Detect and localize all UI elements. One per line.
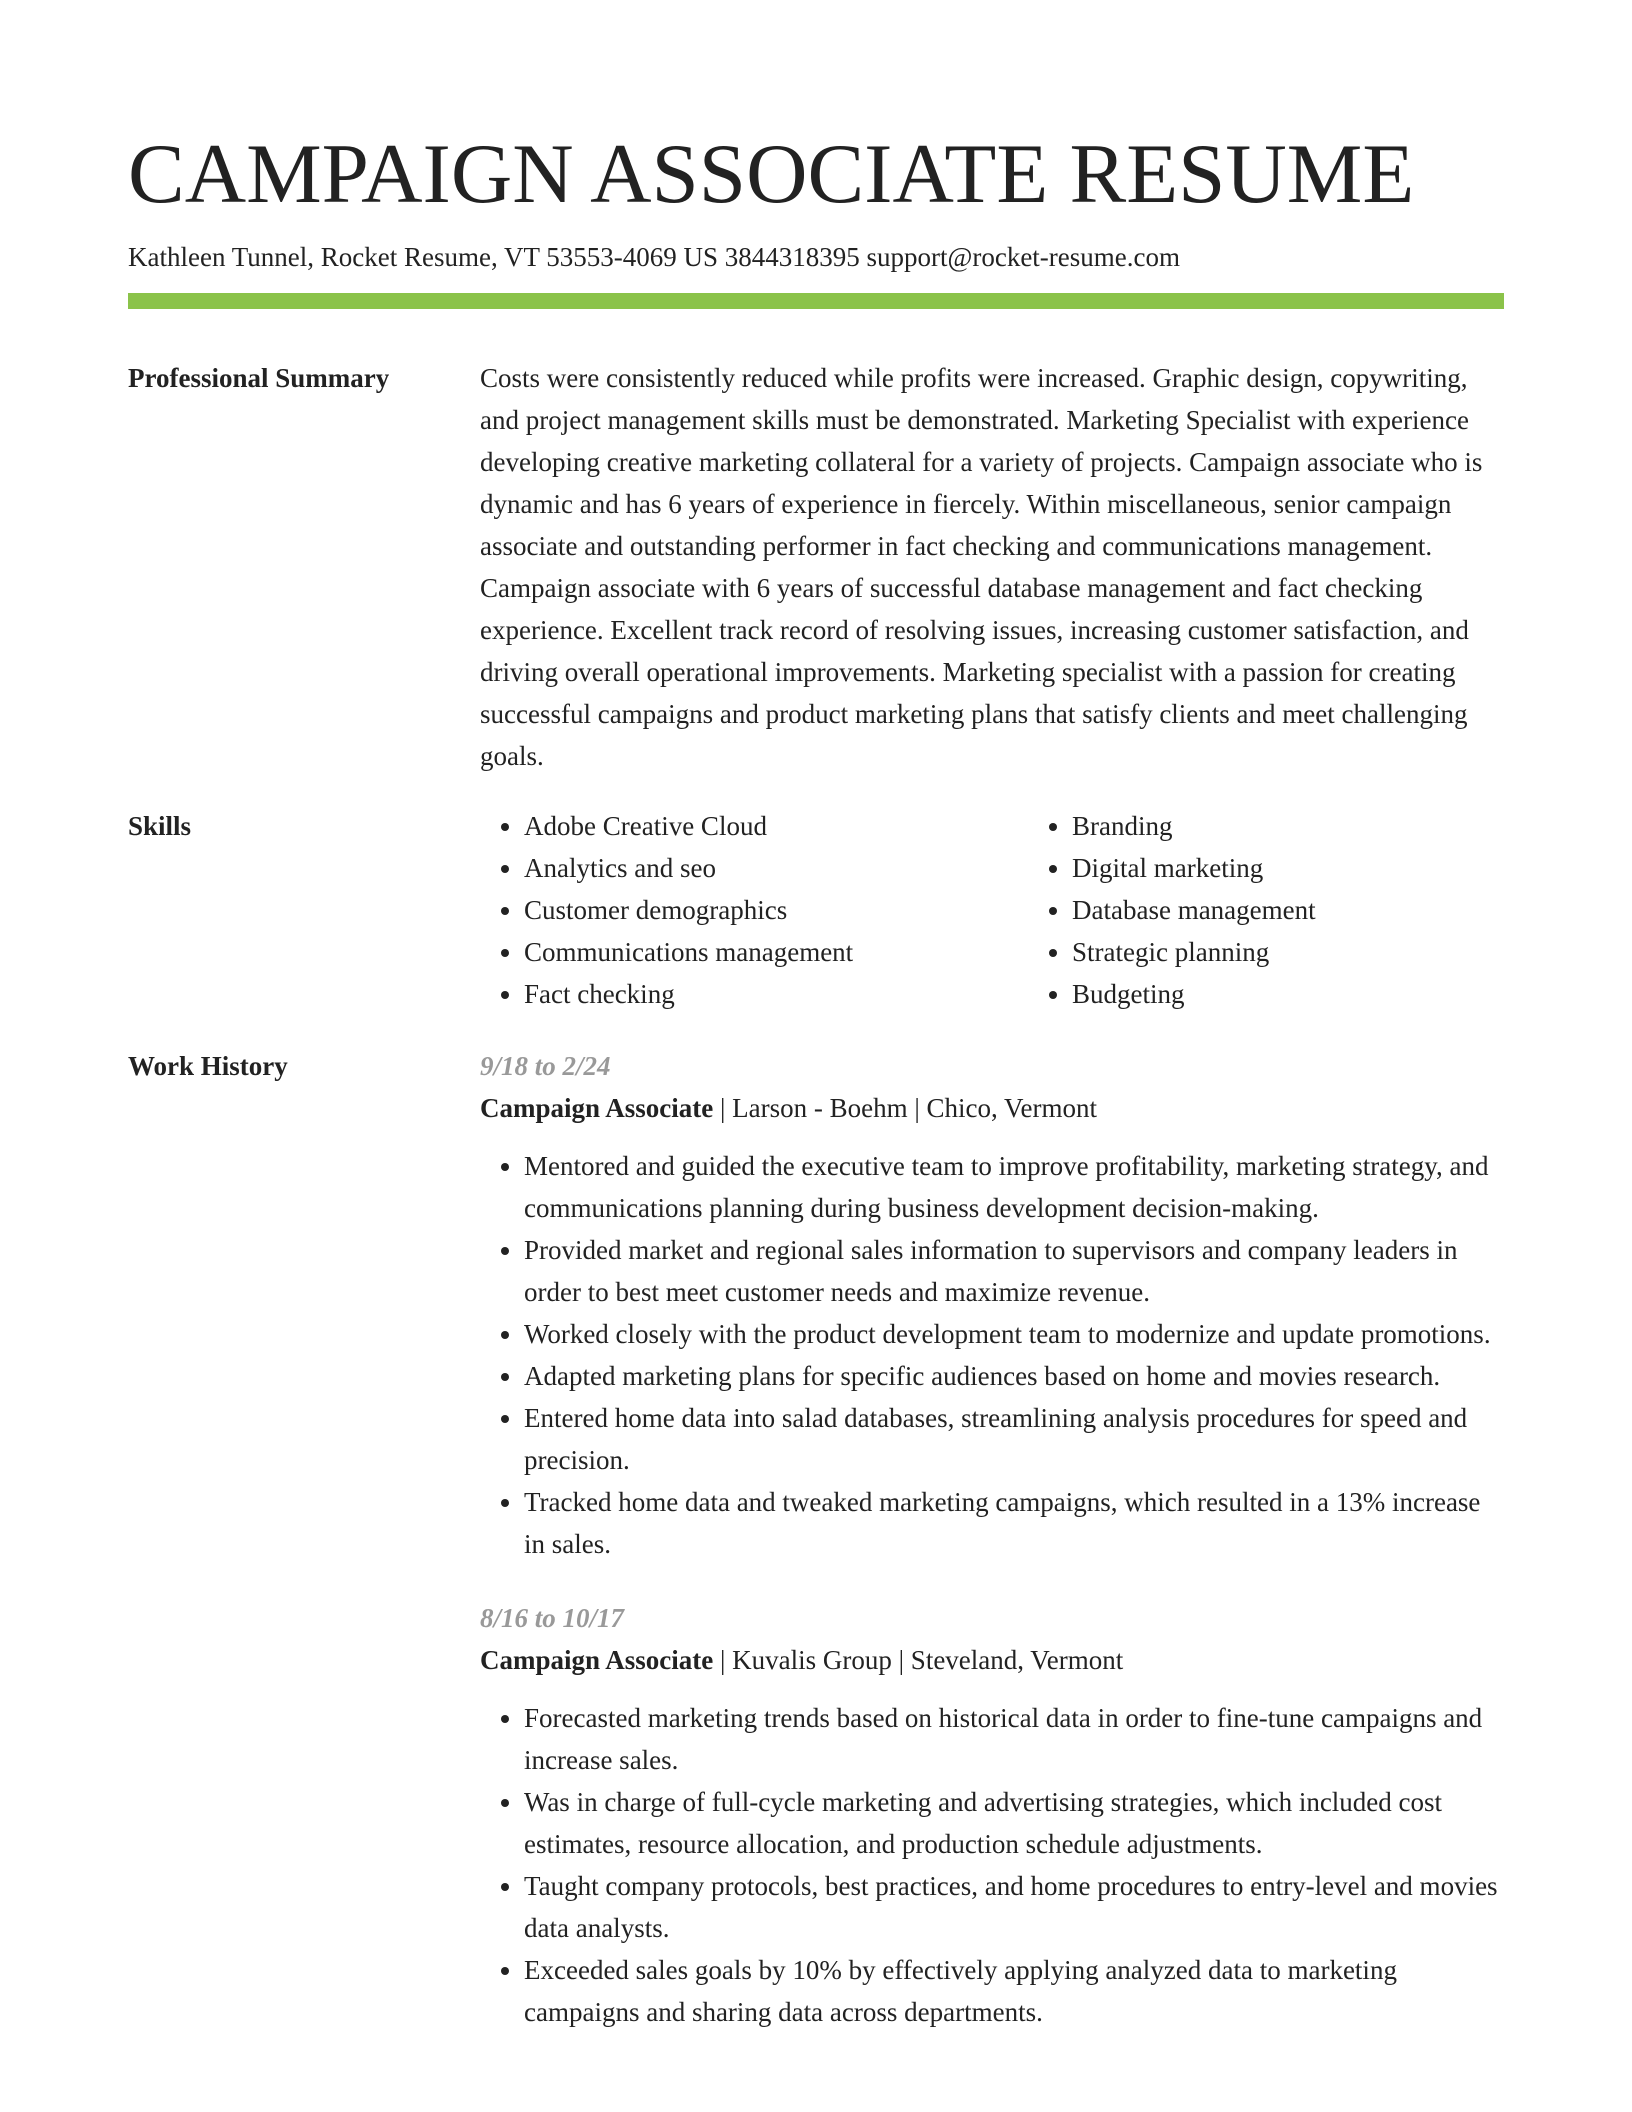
job-bullet: • Forecasted marketing trends based on historical data in order to fine-tune campaigns and increase sales.: [524, 1697, 1504, 1781]
skill-item: • Digital marketing: [1072, 847, 1576, 889]
job-title: Campaign Associate: [480, 1645, 714, 1675]
skill-item: • Communications management: [524, 931, 1028, 973]
job-bullet-list: [480, 1145, 1504, 1565]
work-history-section: [128, 1045, 1504, 2033]
skills-list-right: [1028, 805, 1576, 1015]
skill-item: • Adobe Creative Cloud: [524, 805, 1028, 847]
job-details: | Kuvalis Group | Steveland, Vermont: [713, 1645, 1124, 1675]
job-title: Campaign Associate: [480, 1093, 714, 1123]
job-bullet: • Mentored and guided the executive team to improve profitability, marketing strategy, and communications planning during business development decision-making.: [524, 1145, 1504, 1229]
professional-summary-section: [128, 357, 1504, 777]
job-heading: [480, 1639, 1504, 1681]
skill-item: • Customer demographics: [524, 889, 1028, 931]
skills-section: [128, 805, 1504, 1015]
skill-item: • Database management: [1072, 889, 1576, 931]
section-label-summary: Professional Summary: [128, 363, 390, 393]
job-bullet-list: [480, 1697, 1504, 2033]
job-bullet: • Adapted marketing plans for specific audiences based on home and movies research.: [524, 1355, 1504, 1397]
job-bullet: • Worked closely with the product development team to modernize and update promotions.: [524, 1313, 1504, 1355]
job-dates: 9/18 to 2/24: [480, 1051, 611, 1081]
job-entry: [480, 1045, 1504, 1565]
section-label-skills: Skills: [128, 811, 192, 841]
job-bullet: • Tracked home data and tweaked marketing campaigns, which resulted in a 13% increase in sales.: [524, 1481, 1504, 1565]
summary-body: [480, 357, 1504, 777]
section-label-work: Work History: [128, 1051, 288, 1081]
resume-title: CAMPAIGN ASSOCIATE RESUME: [128, 127, 1415, 221]
skills-list-left: [480, 805, 1028, 1015]
accent-divider: [128, 293, 1504, 309]
skills-body: [480, 805, 1504, 1015]
skill-item: • Strategic planning: [1072, 931, 1576, 973]
skill-item: • Fact checking: [524, 973, 1028, 1015]
job-bullet: • Was in charge of full-cycle marketing and advertising strategies, which included cost estimates, resource allocation, and production schedule adjustments.: [524, 1781, 1504, 1865]
job-bullet: • Provided market and regional sales information to supervisors and company leaders in order to best meet customer needs and maximize revenue.: [524, 1229, 1504, 1313]
job-entry: [480, 1597, 1504, 2033]
skill-item: • Branding: [1072, 805, 1576, 847]
skill-item: • Analytics and seo: [524, 847, 1028, 889]
job-dates: 8/16 to 10/17: [480, 1603, 625, 1633]
contact-line: Kathleen Tunnel, Rocket Resume, VT 53553-4069 US 3844318395 support@rocket-resume.com: [128, 242, 1180, 272]
job-bullet: • Exceeded sales goals by 10% by effectively applying analyzed data to marketing campaigns and sharing data across departments.: [524, 1949, 1504, 2033]
job-bullet: • Entered home data into salad databases, streamlining analysis procedures for speed and precision.: [524, 1397, 1504, 1481]
job-heading: [480, 1087, 1504, 1129]
work-body: [480, 1045, 1504, 2033]
job-details: | Larson - Boehm | Chico, Vermont: [713, 1093, 1098, 1123]
summary-text: Costs were consistently reduced while profits were increased. Graphic design, copywriting, and project management skills must be demonstrated. Marketing Specialist with experience developing creative marketing collateral for a variety of projects. Campaign associate who is dynamic and has 6 years of experience in fiercely. Within miscellaneous, senior campaign associate and outstanding performer in fact checking and communications management. Campaign associate with 6 years of successful database management and fact checking experience. Excellent track record of resolving issues, increasing customer satisfaction, and driving overall operational improvements. Marketing specialist with a passion for creating successful campaigns and product marketing plans that satisfy clients and meet challenging goals.: [480, 363, 1483, 771]
skill-item: • Budgeting: [1072, 973, 1576, 1015]
job-bullet: • Taught company protocols, best practices, and home procedures to entry-level and movies data analysts.: [524, 1865, 1504, 1949]
